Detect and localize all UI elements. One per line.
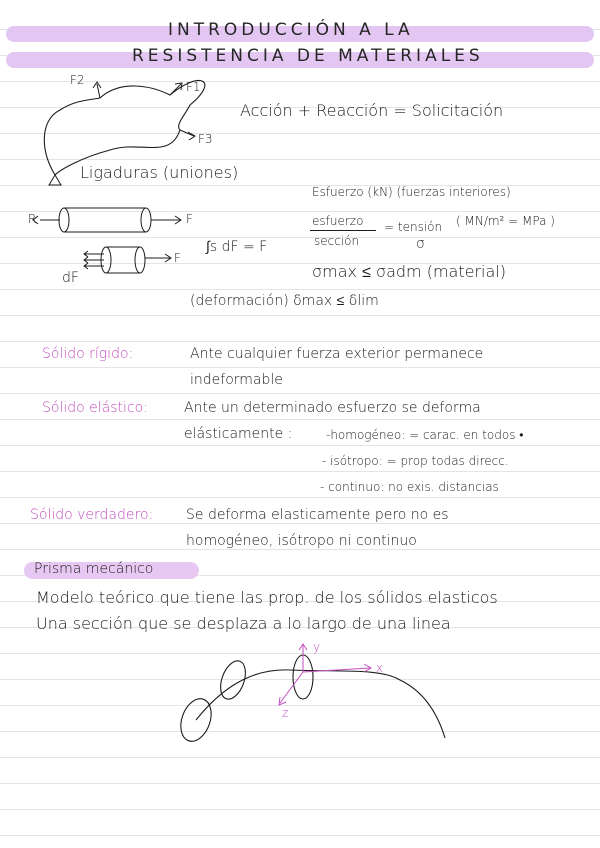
force-f1-label: F1	[186, 80, 201, 94]
sigma-symbol: σ	[416, 236, 425, 252]
supports-label: Ligaduras (uniones)	[80, 163, 239, 182]
solido-elastico-term: Sólido elástico:	[42, 400, 148, 416]
solido-verdadero-line-2: homogéneo, isótropo ni continuo	[186, 533, 417, 549]
solido-elastico-line-1: Ante un determinado esfuerzo se deforma	[184, 400, 481, 416]
force-f2-label: F2	[70, 73, 85, 87]
prisma-line-1: Modelo teórico que tiene las prop. de los sólidos elasticos	[36, 588, 498, 607]
prisma-line-2: Una sección que se desplaza a lo largo de una linea	[36, 614, 451, 633]
deformation-inequality: (deformación) δmax ≤ δlim	[190, 293, 379, 309]
tension-equals: = tensión	[384, 220, 443, 234]
axis-x-label: x	[376, 661, 384, 675]
reaction-r-label: R	[28, 212, 37, 226]
units-label: ( MN/m² = MPa )	[456, 214, 555, 228]
solido-elastico-line-2: elásticamente :	[184, 426, 293, 442]
esfuerzo-definition: Esfuerzo (kN) (fuerzas interiores)	[312, 185, 511, 199]
solido-verdadero-line-1: Se deforma elasticamente pero no es	[186, 507, 449, 523]
integral-equation: ∫s dF = F	[206, 239, 268, 255]
item-homogeneo: -homogéneo: = carac. en todos •	[326, 428, 524, 442]
sigma-max-inequality: σmax ≤ σadm (material)	[312, 262, 506, 281]
force-f-label: F	[186, 212, 193, 226]
prisma-heading: Prisma mecánico	[34, 561, 154, 577]
solido-rigido-term: Sólido rígido:	[42, 346, 134, 362]
item-isotropo: - isótropo: = prop todas direcc.	[322, 454, 509, 468]
fraction-denominator: sección	[314, 234, 360, 248]
force-f-small-label: F	[174, 251, 181, 265]
title-line-1: INTRODUCCIÓN A LA	[168, 20, 414, 40]
solido-rigido-line-2: indeformable	[190, 372, 283, 388]
title-line-2: RESISTENCIA DE MATERIALES	[132, 46, 484, 66]
solido-rigido-line-1: Ante cualquier fuerza exterior permanece	[190, 346, 484, 362]
fraction-numerator: esfuerzo	[312, 214, 364, 228]
axis-y-label: y	[313, 640, 321, 654]
df-label: dF	[62, 270, 79, 286]
force-f3-label: F3	[198, 132, 213, 146]
action-reaction-equation: Acción + Reacción = Solicitación	[240, 101, 504, 120]
item-continuo: - continuo: no exis. distancias	[320, 480, 499, 494]
axis-z-label: z	[282, 706, 289, 720]
solido-verdadero-term: Sólido verdadero:	[30, 507, 154, 523]
